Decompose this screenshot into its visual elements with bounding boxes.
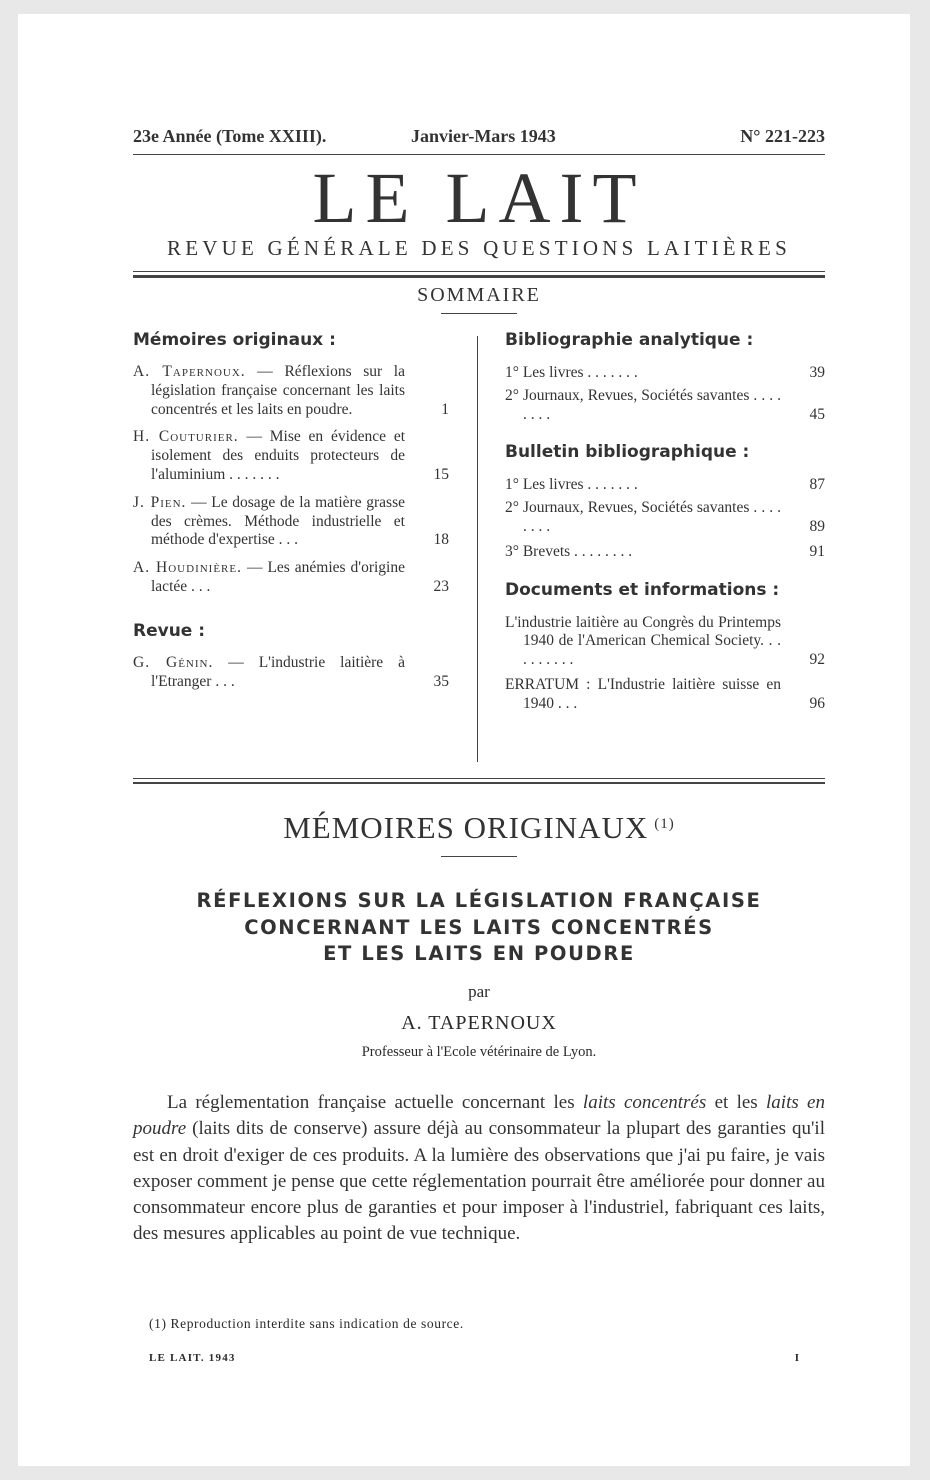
toc-section-title: Revue : — [133, 620, 206, 641]
page-footer-number: I — [794, 1352, 799, 1364]
toc-author: A. Houdinière. — [133, 559, 242, 577]
toc-entry — [133, 363, 449, 419]
toc-entry-text: 2° Journaux, Revues, Sociétés savantes . . . . . . . . — [505, 499, 781, 535]
toc-page-number: 23 — [433, 577, 449, 595]
article-title-line: RÉFLEXIONS SUR LA LÉGISLATION FRANÇAISE — [196, 889, 762, 912]
author-affiliation: Professeur à l'Ecole vétérinaire de Lyon. — [361, 1044, 597, 1060]
body-text: (laits dits de conserve) assure déjà au consommateur la plupart des garanties qu'il est en droit d'exiger de ces produits. A la lumière des observations que j'ai pu faire, je vais exposer comment je pense que cette réglementation pourrait être améliorée pour donner au consommateur encore plus de garanties et pour imposer à l'industriel, fabriquant ces laits, des mesures applicables au point de vue technique. — [133, 1118, 825, 1245]
toc-section-title: Bibliographie analytique : — [505, 330, 754, 350]
toc-entry-text: 1° Les livres . . . . . . . — [505, 476, 638, 494]
toc-entry-text: — Le dosage de la matière grasse des crèmes. Méthode industrielle et méthode d'expertise . . . — [151, 493, 405, 549]
section-title-text: MÉMOIRES ORIGINAUX — [283, 810, 649, 845]
toc-left-column — [133, 330, 449, 691]
toc-page-number: 89 — [809, 517, 825, 535]
body-italic: laits concentrés — [582, 1092, 707, 1113]
article-title — [133, 888, 825, 968]
sommaire-heading: SOMMAIRE — [417, 284, 541, 306]
article-author: A. TAPERNOUX — [401, 1012, 557, 1034]
toc-entry-text: 2° Journaux, Revues, Sociétés savantes . . . . . . . . — [505, 386, 781, 423]
toc-entry — [133, 494, 449, 550]
column-divider — [477, 336, 478, 762]
footnote-ref: (1) — [654, 816, 675, 832]
masthead-rule-thick — [133, 275, 825, 278]
toc-entry — [505, 364, 825, 383]
toc-entry — [505, 543, 825, 562]
issue-volume: 23e Année (Tome XXIII). — [133, 126, 327, 146]
toc-author: G. Génin. — [133, 653, 214, 671]
toc-entry — [133, 654, 449, 692]
section-title-rule — [441, 856, 517, 857]
toc-entry-text: — Mise en évidence et isolement des enduits protecteurs de l'aluminium . . . . . . . — [151, 428, 406, 483]
body-paragraph — [133, 1090, 825, 1248]
toc-right-column — [505, 330, 825, 714]
toc-author: H. Couturier. — [133, 428, 239, 446]
toc-entry — [505, 614, 825, 670]
toc-page-number: 96 — [809, 694, 825, 712]
issue-date: Janvier-Mars 1943 — [411, 126, 556, 146]
body-italic: laits en poudre — [133, 1092, 825, 1140]
toc-author: J. Pien. — [133, 493, 187, 511]
toc-entry-text: — Les anémies d'origine lactée . . . — [151, 559, 405, 595]
toc-entry — [505, 476, 825, 495]
byline-par: par — [468, 982, 490, 1001]
article-title-line: CONCERNANT LES LAITS CONCENTRÉS — [244, 915, 714, 939]
toc-entry — [505, 676, 825, 714]
toc-entry-text: 1° Les livres . . . . . . . — [505, 364, 638, 381]
article-title-line: ET LES LAITS EN POUDRE — [323, 942, 635, 965]
header-rule — [133, 154, 825, 155]
page-footer-journal: LE LAIT. 1943 — [149, 1352, 236, 1364]
toc-section-title: Mémoires originaux : — [133, 330, 336, 350]
masthead-rule-thin — [133, 271, 825, 272]
article-body — [133, 1090, 825, 1248]
toc-entry — [133, 428, 449, 484]
toc-section-title: Bulletin bibliographique : — [505, 442, 750, 463]
toc-entry — [505, 499, 825, 537]
toc-page-number: 18 — [433, 531, 449, 549]
toc-page-number: 92 — [809, 651, 825, 669]
journal-title: LE LAIT — [312, 158, 646, 238]
toc-page-number: 35 — [433, 672, 449, 690]
toc-entry — [133, 559, 449, 597]
toc-page-number: 15 — [433, 465, 449, 483]
body-text: La réglementation française actuelle concernant les — [167, 1092, 583, 1113]
toc-entry-text: 3° Brevets . . . . . . . . — [505, 542, 633, 560]
toc-page-number: 39 — [809, 364, 825, 381]
issue-header — [133, 126, 825, 150]
toc-page-number: 1 — [441, 400, 449, 418]
section-title — [133, 810, 825, 846]
toc-entry-text: — Réflexions sur la législation française concernant les laits concentrés et les laits en poudre. — [151, 363, 405, 418]
toc-rule-thick — [133, 782, 825, 784]
footnote: (1) Reproduction interdite sans indication de source. — [149, 1316, 464, 1331]
toc-page-number: 45 — [809, 405, 825, 423]
toc-entry-text: ERRATUM : L'Industrie laitière suisse en 1940 . . . — [505, 675, 781, 712]
toc-entry-text: L'industrie laitière au Congrès du Printemps 1940 de l'American Chemical Society. . . . . . . . . . — [505, 613, 781, 669]
toc-page-number: 91 — [809, 542, 825, 560]
toc-author: A. Tapernoux. — [133, 363, 246, 380]
issue-number: N° 221-223 — [740, 126, 825, 146]
page-paper — [18, 14, 910, 1466]
journal-subtitle: REVUE GÉNÉRALE DES QUESTIONS LAITIÈRES — [167, 236, 791, 260]
toc-entry-text: — L'industrie laitière à l'Etranger . . . — [151, 653, 405, 690]
toc-rule-thin — [133, 778, 825, 779]
sommaire-rule — [441, 313, 517, 314]
toc-section-title: Documents et informations : — [505, 579, 780, 600]
toc-entry — [505, 387, 825, 425]
body-text: et les — [706, 1092, 767, 1113]
toc-page-number: 87 — [809, 476, 825, 494]
